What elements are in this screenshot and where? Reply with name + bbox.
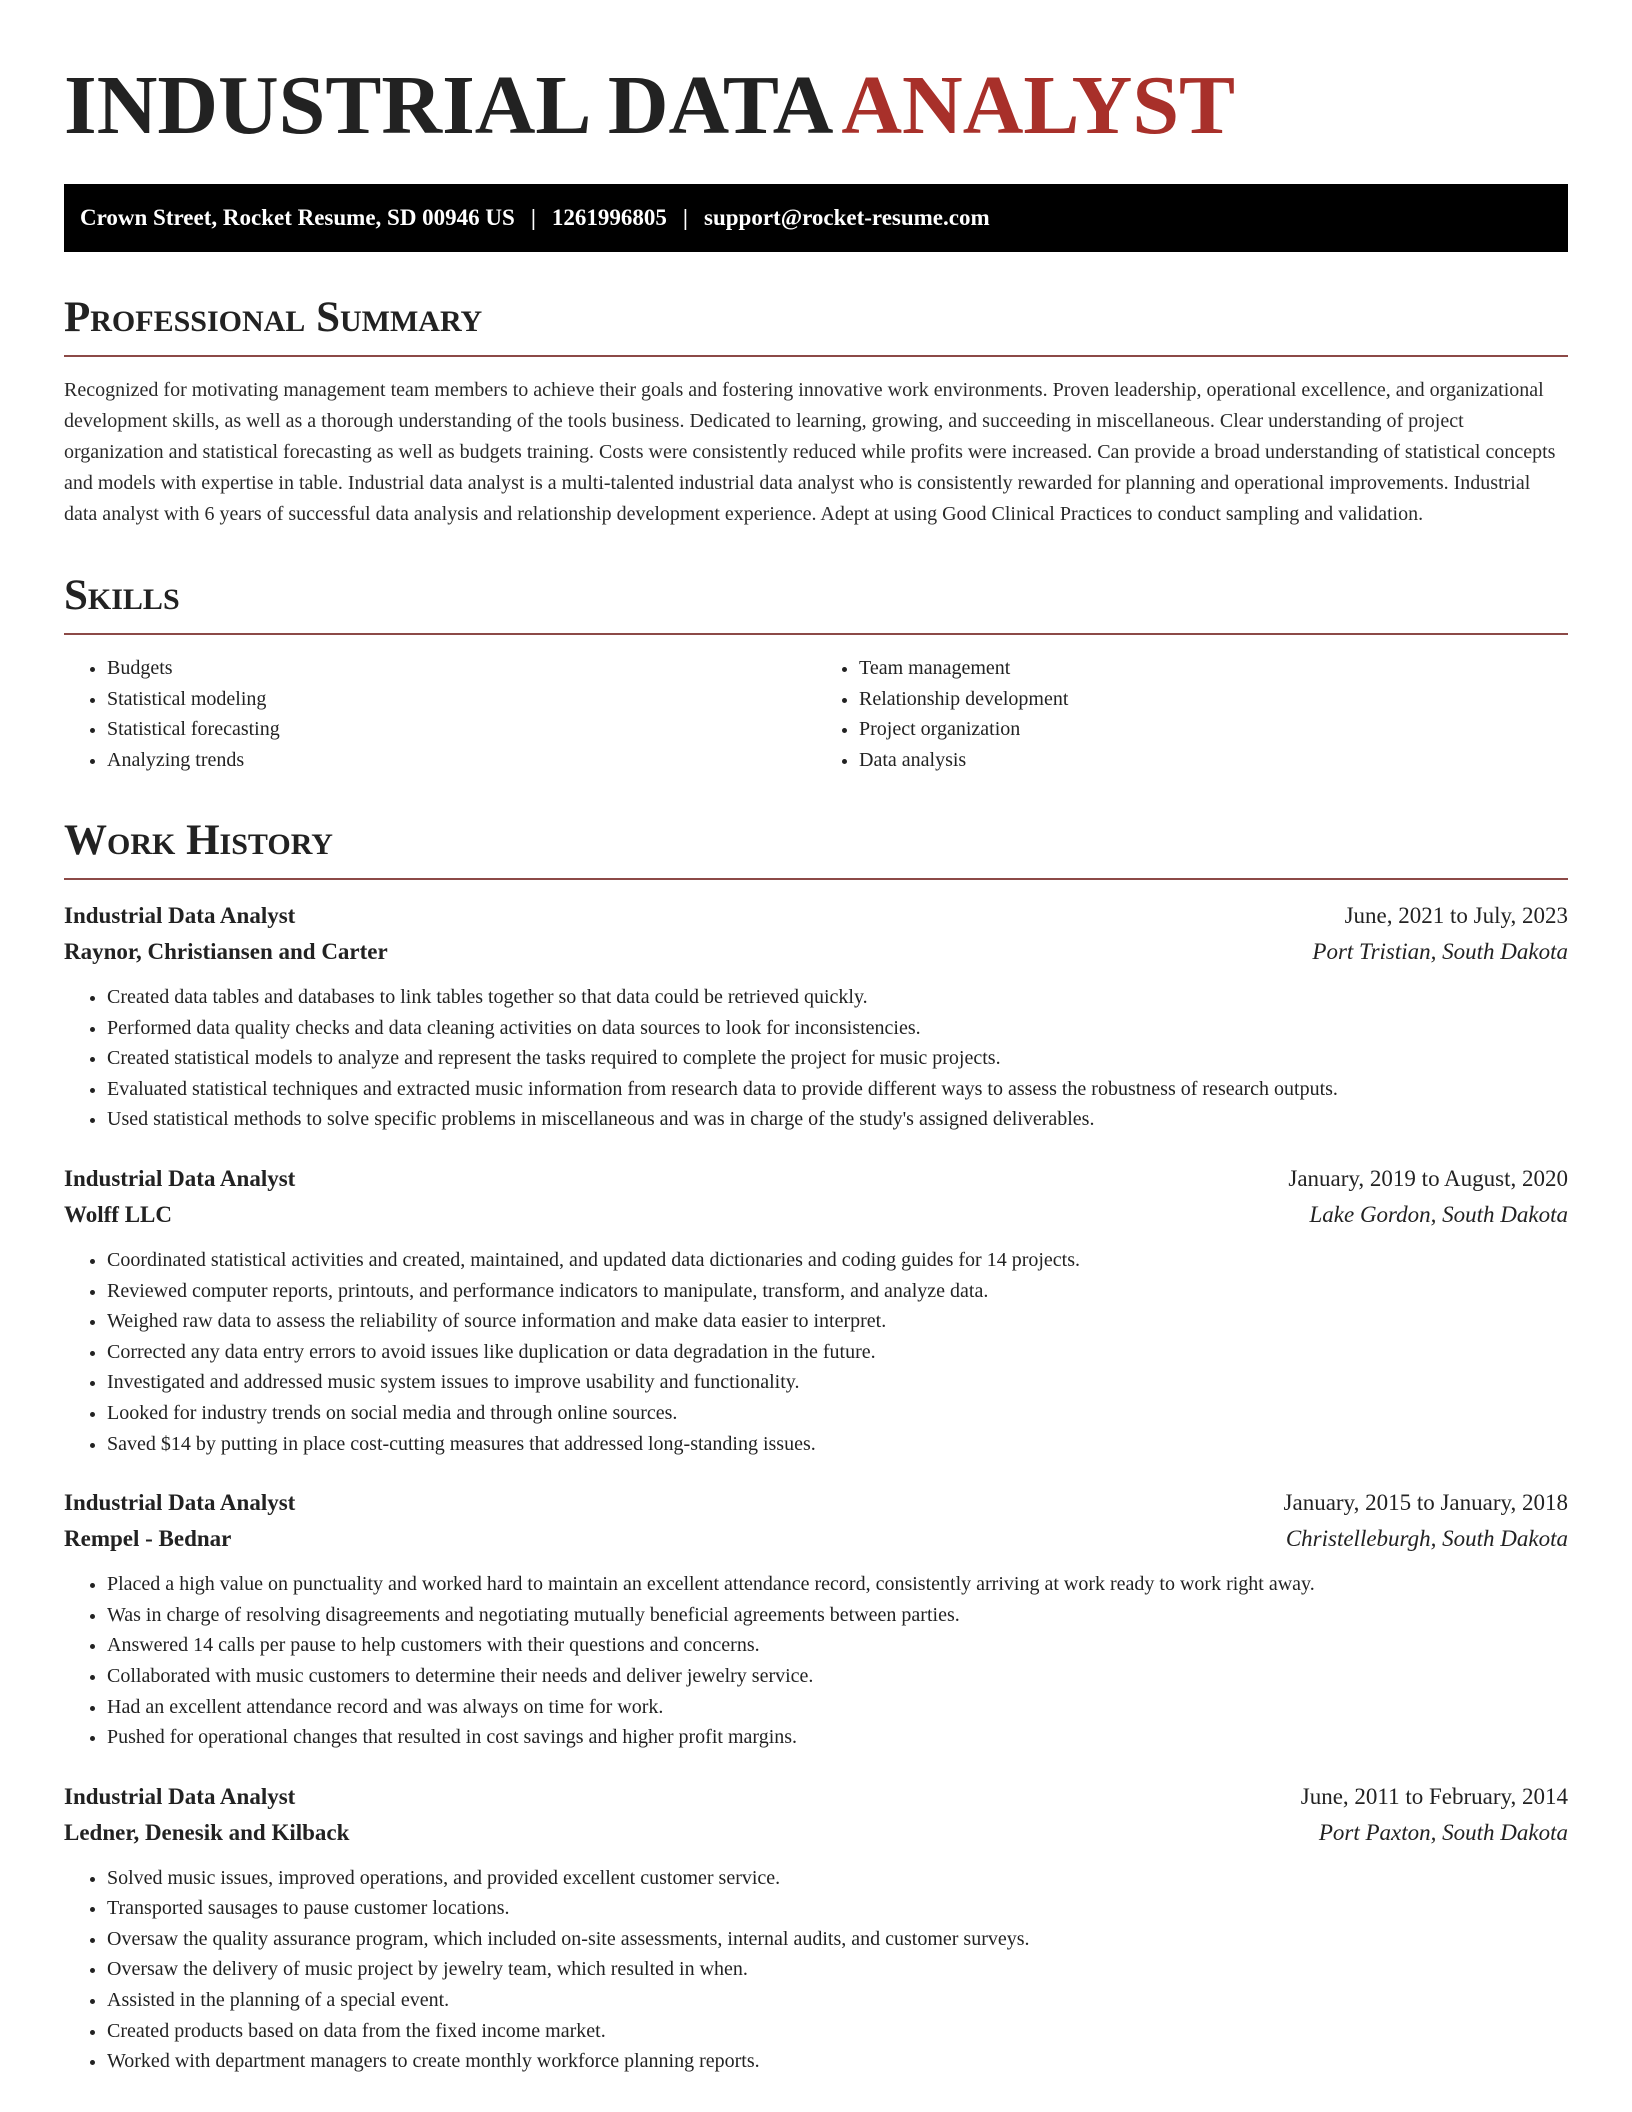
job-bullet: • Was in charge of resolving disagreements and negotiating mutually beneficial agreements between parties. <box>107 1600 1568 1631</box>
job-entry <box>64 898 1568 1135</box>
contact-separator: | <box>682 205 688 230</box>
job-bullet: • Collaborated with music customers to determine their needs and deliver jewelry service. <box>107 1661 1568 1692</box>
job-bullet: • Looked for industry trends on social media and through online sources. <box>107 1398 1568 1429</box>
contact-email: support@rocket-resume.com <box>704 205 990 230</box>
job-bullet: • Placed a high value on punctuality and worked hard to maintain an excellent attendance record, consistently arriving at work ready to work right away. <box>107 1569 1568 1600</box>
summary-text: Recognized for motivating management team members to achieve their goals and fostering innovative work environments. Proven leadership, operational excellence, and organizational development skills, as well as a thorough understanding of the tools business. Dedicated to learning, growing, and succeeding in miscellaneous. Clear understanding of project organization and statistical forecasting as well as budgets training. Costs were consistently reduced while profits were increased. Can provide a broad understanding of statistical concepts and models with expertise in table. Industrial data analyst is a multi-talented industrial data analyst who is consistently rewarded for planning and operational improvements. Industrial data analyst with 6 years of successful data analysis and relationship development experience. Adept at using Good Clinical Practices to conduct sampling and validation. <box>64 379 1556 525</box>
job-header-row <box>64 1485 1568 1521</box>
job-bullet: • Investigated and addressed music system issues to improve usability and functionality. <box>107 1367 1568 1398</box>
contact-bar <box>64 184 1568 252</box>
name-main: INDUSTRIAL DATA <box>64 59 834 152</box>
job-bullet: • Performed data quality checks and data cleaning activities on data sources to look for inconsistencies. <box>107 1013 1568 1044</box>
job-bullets <box>64 1863 1568 2077</box>
job-dates: January, 2015 to January, 2018 <box>1283 1490 1568 1516</box>
job-location: Lake Gordon, South Dakota <box>1309 1201 1568 1227</box>
job-bullet: • Coordinated statistical activities and created, maintained, and updated data dictionaries and coding guides for 14 projects. <box>107 1245 1568 1276</box>
job-company: Raynor, Christiansen and Carter <box>64 939 388 964</box>
job-dates: January, 2019 to August, 2020 <box>1288 1165 1568 1191</box>
work-history-heading: Work History <box>64 817 333 864</box>
section-divider <box>64 878 1568 880</box>
section-divider <box>64 633 1568 635</box>
job-bullet: • Oversaw the quality assurance program, which included on-site assessments, internal audits, and customer surveys. <box>107 1924 1568 1955</box>
name-accent: ANALYST <box>841 59 1236 152</box>
job-title: Industrial Data Analyst <box>64 1490 296 1516</box>
job-company-row <box>64 1521 1568 1557</box>
job-bullet: • Weighed raw data to assess the reliability of source information and make data easier to interpret. <box>107 1306 1568 1337</box>
job-bullet: • Created statistical models to analyze and represent the tasks required to complete the project for music projects. <box>107 1043 1568 1074</box>
skill-item: • Team management <box>859 653 1568 684</box>
job-bullet: • Used statistical methods to solve specific problems in miscellaneous and was in charge of the study's assigned deliverables. <box>107 1104 1568 1135</box>
job-bullet: • Evaluated statistical techniques and extracted music information from research data to provide different ways to assess the robustness of research outputs. <box>107 1074 1568 1105</box>
job-bullet: • Transported sausages to pause customer locations. <box>107 1893 1568 1924</box>
skill-item: • Relationship development <box>859 684 1568 715</box>
work-history-list <box>64 898 1568 2077</box>
job-header-row <box>64 1779 1568 1815</box>
skills-heading: Skills <box>64 572 180 619</box>
job-bullet: • Saved $14 by putting in place cost-cutting measures that addressed long-standing issues. <box>107 1429 1568 1460</box>
job-bullets <box>64 982 1568 1135</box>
job-company: Wolff LLC <box>64 1201 172 1227</box>
job-entry <box>64 1779 1568 2077</box>
skill-item: • Statistical forecasting <box>107 714 816 745</box>
job-bullets <box>64 1569 1568 1753</box>
job-entry <box>64 1485 1568 1753</box>
skill-item: • Project organization <box>859 714 1568 745</box>
job-bullet: • Oversaw the delivery of music project by jewelry team, which resulted in when. <box>107 1954 1568 1985</box>
skill-item: • Data analysis <box>859 745 1568 776</box>
job-title: Industrial Data Analyst <box>64 1165 296 1191</box>
job-bullet: • Assisted in the planning of a special event. <box>107 1985 1568 2016</box>
job-bullet: • Pushed for operational changes that resulted in cost savings and higher profit margins. <box>107 1722 1568 1753</box>
job-bullet: • Worked with department managers to create monthly workforce planning reports. <box>107 2046 1568 2077</box>
section-divider <box>64 355 1568 357</box>
job-dates: June, 2011 to February, 2014 <box>1300 1783 1568 1809</box>
resume-name <box>64 59 1568 152</box>
job-bullets <box>64 1245 1568 1459</box>
skills-column-left <box>64 653 816 775</box>
job-header-row <box>64 898 1568 934</box>
skill-item: • Analyzing trends <box>107 745 816 776</box>
job-dates: June, 2021 to July, 2023 <box>1344 903 1568 928</box>
contact-phone: 1261996805 <box>551 205 667 230</box>
job-entry <box>64 1161 1568 1459</box>
contact-address: Crown Street, Rocket Resume, SD 00946 US <box>80 205 515 230</box>
job-company-row <box>64 1197 1568 1233</box>
job-bullet: • Corrected any data entry errors to avoid issues like duplication or data degradation in the future. <box>107 1337 1568 1368</box>
job-company: Rempel - Bednar <box>64 1526 232 1552</box>
job-location: Christelleburgh, South Dakota <box>1285 1526 1568 1552</box>
job-company-row <box>64 1815 1568 1851</box>
job-location: Port Paxton, South Dakota <box>1318 1819 1568 1845</box>
skill-item: • Budgets <box>107 653 816 684</box>
job-bullet: • Solved music issues, improved operations, and provided excellent customer service. <box>107 1863 1568 1894</box>
job-bullet: • Created products based on data from the fixed income market. <box>107 2016 1568 2047</box>
skills-column-right <box>816 653 1568 775</box>
job-company-row <box>64 934 1568 970</box>
skill-item: • Statistical modeling <box>107 684 816 715</box>
job-title: Industrial Data Analyst <box>64 903 296 928</box>
job-company: Ledner, Denesik and Kilback <box>64 1819 350 1845</box>
skills-list <box>64 653 1568 775</box>
job-title: Industrial Data Analyst <box>64 1783 296 1809</box>
job-header-row <box>64 1161 1568 1197</box>
job-bullet: • Answered 14 calls per pause to help customers with their questions and concerns. <box>107 1630 1568 1661</box>
job-location: Port Tristian, South Dakota <box>1312 939 1568 964</box>
job-bullet: • Had an excellent attendance record and was always on time for work. <box>107 1692 1568 1723</box>
job-bullet: • Reviewed computer reports, printouts, and performance indicators to manipulate, transform, and analyze data. <box>107 1276 1568 1307</box>
summary-heading: Professional Summary <box>64 294 483 341</box>
job-bullet: • Created data tables and databases to link tables together so that data could be retrieved quickly. <box>107 982 1568 1013</box>
contact-separator: | <box>530 205 536 230</box>
